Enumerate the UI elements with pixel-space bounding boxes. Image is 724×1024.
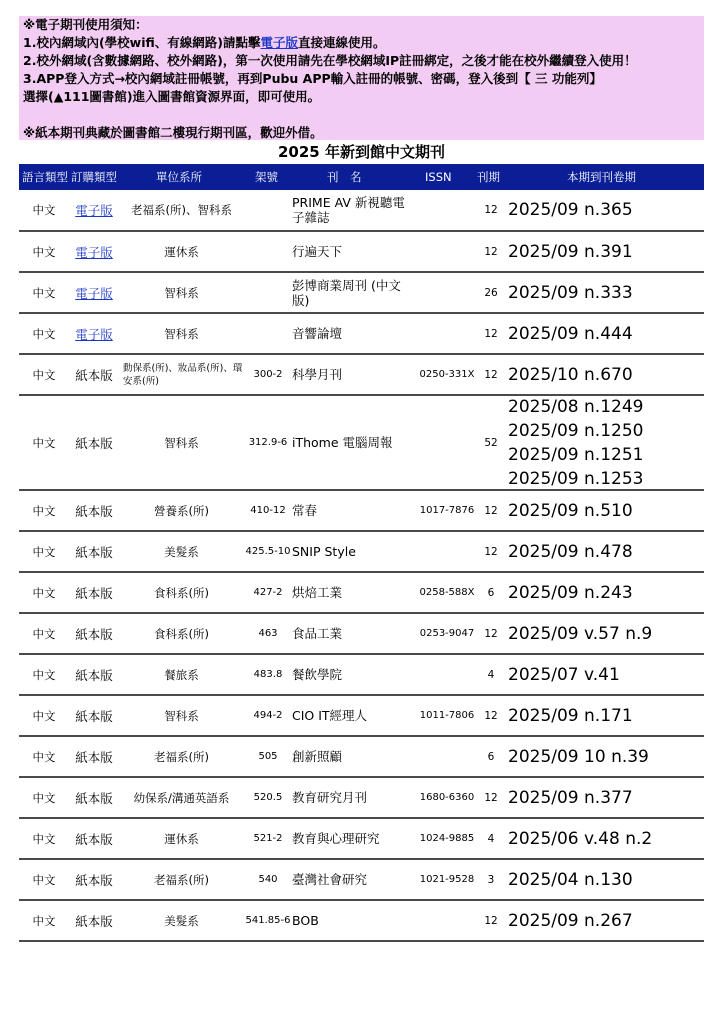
cell-department: 美髮系 (164, 913, 199, 928)
table-row (19, 491, 704, 532)
table-row (19, 314, 704, 355)
issue-volume: 2025/09 n.478 (508, 541, 633, 562)
issue-volume: 2025/09 10 n.39 (508, 746, 649, 767)
cell-journal-name: 彭博商業周刊 (中文版) (292, 277, 401, 308)
cell-issues-per-year: 12 (484, 709, 498, 722)
cell-issn (417, 273, 477, 312)
cell-issn (417, 396, 477, 489)
cell-department: 智科系 (164, 285, 199, 300)
issue-volume: 2025/09 n.391 (508, 241, 633, 262)
notice-line-1-post: 直接連線使用。 (298, 35, 386, 50)
notice-line-3: 3.APP登入方式→校內網域註冊帳號，再到Pubu APP輸入註冊的帳號、密碼，登入後到【 三 功能列】 (23, 71, 602, 86)
cell-issues-per-year: 52 (484, 436, 498, 449)
cell-language: 中文 (32, 831, 56, 846)
notice-line-1 (23, 34, 700, 52)
cell-issues-per-year: 4 (487, 668, 495, 681)
cell-order-type: 紙本版 (75, 544, 113, 560)
table-row (19, 819, 704, 860)
cell-call-number: 540 (258, 874, 278, 885)
cell-language: 中文 (32, 285, 56, 300)
notice-line-blank (23, 106, 700, 124)
issue-volume: 2025/09 n.377 (508, 787, 633, 808)
cell-department: 運休系 (164, 831, 199, 846)
cell-issues-per-year: 12 (484, 504, 498, 517)
cell-journal-name: 食品工業 (292, 626, 343, 641)
cell-issues-per-year: 12 (484, 914, 498, 927)
cell-call-number: 494-2 (253, 710, 283, 721)
issue-volume: 2025/09 n.444 (508, 323, 633, 344)
journal-table (19, 190, 704, 942)
cell-call-number: 541.85-6 (245, 915, 291, 926)
cell-department: 智科系 (164, 435, 199, 450)
cell-language: 中文 (32, 708, 56, 723)
cell-current-issue (508, 737, 704, 776)
cell-department: 老福系(所)、智科系 (131, 203, 232, 217)
cell-current-issue (508, 232, 704, 271)
cell-call-number: 505 (258, 751, 278, 762)
cell-issn: 0258-588X (419, 587, 475, 598)
cell-current-issue (508, 573, 704, 612)
cell-journal-name: 創新照顧 (292, 749, 343, 764)
cell-call-number: 463 (258, 628, 278, 639)
cell-language: 中文 (32, 503, 56, 518)
cell-department: 幼保系/溝通英語系 (133, 790, 230, 805)
cell-language: 中文 (32, 203, 56, 217)
usage-notice (19, 16, 704, 140)
electronic-edition-link[interactable]: 電子版 (75, 244, 113, 260)
cell-issn (417, 232, 477, 271)
table-row (19, 273, 704, 314)
table-row (19, 573, 704, 614)
cell-issues-per-year: 12 (484, 791, 498, 804)
table-row (19, 190, 704, 232)
issue-volume: 2025/09 n.243 (508, 582, 633, 603)
cell-call-number (244, 232, 292, 271)
cell-issues-per-year: 12 (484, 545, 498, 558)
cell-journal-name: 餐飲學院 (292, 667, 343, 682)
issue-volume: 2025/09 n.1253 (508, 468, 644, 489)
cell-order-type: 紙本版 (75, 790, 113, 806)
cell-department: 動保系(所)、妝品系(所)、環安系(所) (123, 362, 243, 387)
cell-call-number (244, 273, 292, 312)
cell-call-number: 300-2 (253, 369, 283, 380)
header-dept: 單位系所 (156, 170, 202, 184)
cell-language: 中文 (32, 749, 56, 764)
cell-journal-name: iThome 電腦周報 (292, 435, 393, 450)
cell-issn: 1021-9528 (419, 874, 475, 885)
cell-order-type: 紙本版 (75, 872, 113, 888)
cell-journal-name: 烘焙工業 (292, 585, 343, 600)
cell-language: 中文 (32, 667, 56, 682)
cell-journal-name: 教育與心理研究 (292, 831, 380, 846)
table-row (19, 655, 704, 696)
cell-current-issue (508, 273, 704, 312)
cell-issues-per-year: 12 (484, 327, 498, 340)
cell-issn: 0250-331X (419, 369, 475, 380)
cell-issues-per-year: 3 (487, 873, 495, 886)
cell-call-number: 483.8 (253, 669, 283, 680)
notice-line-0: ※電子期刊使用須知： (23, 17, 148, 32)
cell-journal-name: 音響論壇 (292, 326, 343, 341)
cell-language: 中文 (32, 626, 56, 641)
cell-issues-per-year: 12 (484, 368, 498, 381)
notice-line-1-pre: 1.校內網域內(學校wifi、有線網路)請點擊 (23, 35, 261, 50)
cell-issues-per-year: 4 (487, 832, 495, 845)
issue-volume: 2025/09 n.171 (508, 705, 633, 726)
electronic-edition-link[interactable]: 電子版 (260, 35, 298, 50)
cell-department: 智科系 (164, 326, 199, 341)
cell-current-issue (508, 778, 704, 817)
cell-department: 智科系 (164, 708, 199, 723)
cell-call-number: 427-2 (253, 587, 283, 598)
issue-volume: 2025/09 n.1251 (508, 444, 644, 465)
issue-volume: 2025/10 n.670 (508, 364, 633, 385)
cell-issn: 0253-9047 (419, 628, 475, 639)
cell-current-issue (508, 314, 704, 353)
cell-current-issue (508, 819, 704, 858)
cell-department: 運休系 (164, 244, 199, 259)
cell-call-number (244, 190, 292, 230)
cell-issn (417, 901, 477, 940)
cell-department: 食科系(所) (154, 585, 209, 600)
cell-issn (417, 532, 477, 571)
table-row (19, 778, 704, 819)
cell-call-number: 312.9-6 (248, 437, 288, 448)
electronic-edition-link[interactable]: 電子版 (75, 203, 113, 218)
cell-issues-per-year: 12 (484, 627, 498, 640)
cell-order-type: 紙本版 (75, 831, 113, 847)
cell-journal-name: CIO IT經理人 (292, 708, 368, 723)
cell-journal-name: 科學月刊 (292, 367, 343, 382)
cell-department: 食科系(所) (154, 626, 209, 641)
issue-volume: 2025/09 n.333 (508, 282, 633, 303)
notice-line-5: ※紙本期刊典藏於圖書館二樓現行期刊區，歡迎外借。 (23, 125, 323, 140)
table-row (19, 232, 704, 273)
cell-order-type: 紙本版 (75, 626, 113, 642)
cell-issn: 1011-7806 (419, 710, 475, 721)
cell-language: 中文 (32, 367, 56, 382)
cell-call-number: 520.5 (253, 792, 283, 803)
cell-language: 中文 (32, 872, 56, 887)
cell-journal-name: 常春 (292, 503, 318, 518)
header-vol: 本期到刊卷期 (567, 170, 636, 184)
cell-order-type: 紙本版 (75, 749, 113, 765)
cell-current-issue (508, 901, 704, 940)
cell-order-type: 紙本版 (75, 913, 113, 929)
cell-order-type: 紙本版 (75, 503, 113, 519)
cell-department: 老福系(所) (154, 749, 209, 764)
issue-volume: 2025/08 n.1249 (508, 396, 644, 417)
issue-volume: 2025/09 n.267 (508, 910, 633, 931)
cell-current-issue (508, 696, 704, 735)
cell-current-issue (508, 532, 704, 571)
header-lang: 語言類型 (22, 170, 68, 184)
cell-journal-name: PRIME AV 新視聽電子雜誌 (292, 195, 405, 225)
cell-issn (417, 314, 477, 353)
cell-language: 中文 (32, 790, 56, 805)
table-row (19, 396, 704, 491)
cell-call-number: 425.5-10 (245, 546, 291, 557)
notice-line-2: 2.校外網域(含數據網路、校外網路)，第一次使用請先在學校網域IP註冊綁定，之後才能在校外繼續登入使用！ (23, 53, 637, 68)
cell-issues-per-year: 6 (487, 750, 495, 763)
cell-current-issue (508, 491, 704, 530)
electronic-edition-link[interactable]: 電子版 (75, 285, 113, 301)
cell-language: 中文 (32, 435, 56, 450)
cell-current-issue (508, 860, 704, 899)
issue-volume: 2025/07 v.41 (508, 664, 620, 685)
table-row (19, 614, 704, 655)
cell-current-issue (508, 190, 704, 230)
cell-journal-name: 行遍天下 (292, 244, 343, 259)
cell-issn (417, 737, 477, 776)
cell-issues-per-year: 12 (484, 204, 498, 216)
cell-journal-name: 教育研究月刊 (292, 790, 368, 805)
cell-issn (417, 190, 477, 230)
cell-call-number: 521-2 (253, 833, 283, 844)
cell-language: 中文 (32, 244, 56, 259)
cell-language: 中文 (32, 326, 56, 341)
cell-issn: 1017-7876 (419, 505, 475, 516)
table-row (19, 860, 704, 901)
cell-issues-per-year: 6 (487, 586, 495, 599)
notice-line-4: 選擇(▲111圖書館)進入圖書館資源界面，即可使用。 (23, 89, 321, 104)
cell-department: 餐旅系 (164, 667, 199, 682)
cell-language: 中文 (32, 913, 56, 928)
issue-volume: 2025/06 v.48 n.2 (508, 828, 653, 849)
header-type: 訂購類型 (71, 170, 117, 184)
cell-order-type: 紙本版 (75, 585, 113, 601)
table-row (19, 901, 704, 942)
table-row (19, 696, 704, 737)
header-name: 刊 名 (327, 170, 362, 184)
cell-current-issue (508, 355, 704, 394)
cell-department: 營養系(所) (154, 503, 209, 518)
cell-call-number (244, 314, 292, 353)
page-title: 2025 年新到館中文期刊 (278, 143, 445, 161)
header-issn: ISSN (425, 170, 452, 184)
table-row (19, 355, 704, 396)
cell-issn: 1024-9885 (419, 833, 475, 844)
cell-department: 老福系(所) (154, 872, 209, 887)
cell-current-issue (508, 396, 704, 489)
cell-journal-name: 臺灣社會研究 (292, 872, 368, 887)
issue-volume: 2025/04 n.130 (508, 869, 633, 890)
table-row (19, 532, 704, 573)
cell-language: 中文 (32, 544, 56, 559)
cell-call-number: 410-12 (250, 505, 286, 516)
cell-journal-name: SNIP Style (292, 544, 356, 559)
cell-order-type: 紙本版 (75, 708, 113, 724)
cell-issn (417, 655, 477, 694)
cell-issn: 1680-6360 (419, 792, 475, 803)
cell-current-issue (508, 655, 704, 694)
cell-order-type: 紙本版 (75, 435, 113, 451)
cell-journal-name: BOB (292, 913, 319, 928)
issue-volume: 2025/09 n.510 (508, 500, 633, 521)
table-row (19, 737, 704, 778)
cell-current-issue (508, 614, 704, 653)
issue-volume: 2025/09 v.57 n.9 (508, 623, 653, 644)
cell-order-type: 紙本版 (75, 367, 113, 383)
header-call: 架號 (255, 170, 278, 184)
issue-volume: 2025/09 n.1250 (508, 420, 644, 441)
issue-volume: 2025/09 n.365 (508, 200, 633, 220)
cell-department: 美髮系 (164, 544, 199, 559)
cell-language: 中文 (32, 585, 56, 600)
cell-issues-per-year: 26 (484, 286, 498, 299)
cell-order-type: 紙本版 (75, 667, 113, 683)
cell-issues-per-year: 12 (484, 245, 498, 258)
electronic-edition-link[interactable]: 電子版 (75, 326, 113, 342)
header-count: 刊期 (477, 170, 500, 184)
table-header (19, 164, 704, 190)
